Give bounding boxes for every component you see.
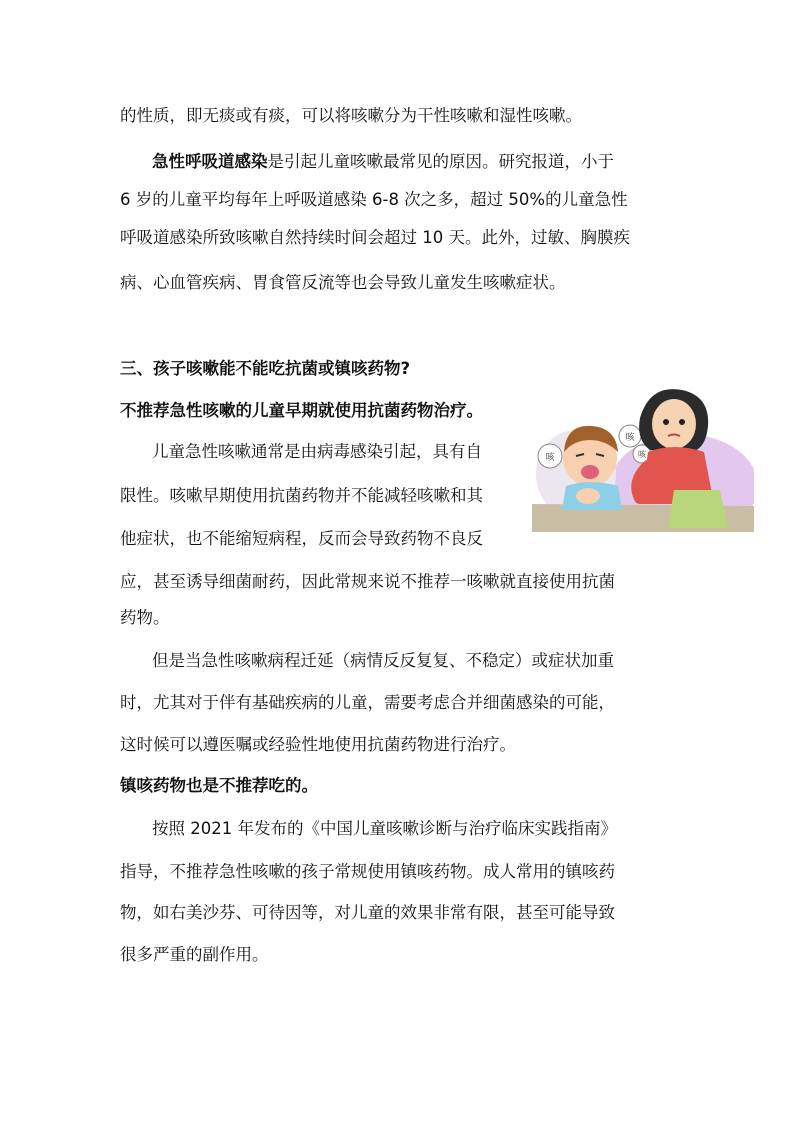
paragraph-line: 他症状，也不能缩短病程，反而会导致药物不良反 (120, 529, 483, 548)
bold-term: 急性呼吸道感染 (152, 152, 268, 171)
paragraph-line (152, 150, 614, 174)
paragraph-line: 呼吸道感染所致咳嗽自然持续时间会超过 10 天。此外，过敏、胸膜疾 (120, 228, 630, 247)
bold-statement: 镇咳药物也是不推荐吃的。 (120, 776, 318, 795)
paragraph-line: 时，尤其对于伴有基础疾病的儿童，需要考虑合并细菌感染的可能， (120, 693, 615, 712)
paragraph-line: 6 岁的儿童平均每年上呼吸道感染 6-8 次之多，超过 50%的儿童急性 (120, 190, 628, 209)
cough-bubble-text: 咳 (625, 433, 635, 443)
coughing-child-illustration (532, 386, 754, 532)
section-subheading: 不推荐急性咳嗽的儿童早期就使用抗菌药物治疗。 (120, 401, 483, 420)
cough-bubble-text: 咳 (545, 453, 555, 463)
paragraph-line: 物，如右美沙芬、可待因等，对儿童的效果非常有限，甚至可能导致 (120, 903, 615, 922)
paragraph-line: 应，甚至诱导细菌耐药，因此常规来说不推荐一咳嗽就直接使用抗菌 (120, 572, 615, 591)
paragraph-line: 药物。 (120, 608, 170, 627)
cough-bubble-text: 咳 (638, 450, 646, 459)
paragraph-line: 儿童急性咳嗽通常是由病毒感染引起，具有自 (152, 442, 482, 461)
paragraph-text: 是引起儿童咳嗽最常见的原因。研究报道，小于 (267, 152, 614, 171)
paragraph-line: 按照 2021 年发布的《中国儿童咳嗽诊断与治疗临床实践指南》 (152, 819, 617, 838)
child-figure (562, 426, 622, 510)
paragraph-line: 限性。咳嗽早期使用抗菌药物并不能减轻咳嗽和其 (120, 486, 483, 505)
paragraph-line: 但是当急性咳嗽病程迁延（病情反反复复、不稳定）或症状加重 (152, 651, 614, 670)
paragraph-line: 病、心血管疾病、胃食管反流等也会导致儿童发生咳嗽症状。 (120, 273, 566, 292)
paragraph-line: 很多严重的副作用。 (120, 945, 269, 964)
paragraph-line: 的性质，即无痰或有痰，可以将咳嗽分为干性咳嗽和湿性咳嗽。 (120, 106, 582, 125)
paragraph-line: 这时候可以遵医嘱或经验性地使用抗菌药物进行治疗。 (120, 735, 516, 754)
section-heading: 三、孩子咳嗽能不能吃抗菌或镇咳药物? (120, 359, 411, 378)
paragraph-line: 指导，不推荐急性咳嗽的孩子常规使用镇咳药物。成人常用的镇咳药 (120, 862, 615, 881)
